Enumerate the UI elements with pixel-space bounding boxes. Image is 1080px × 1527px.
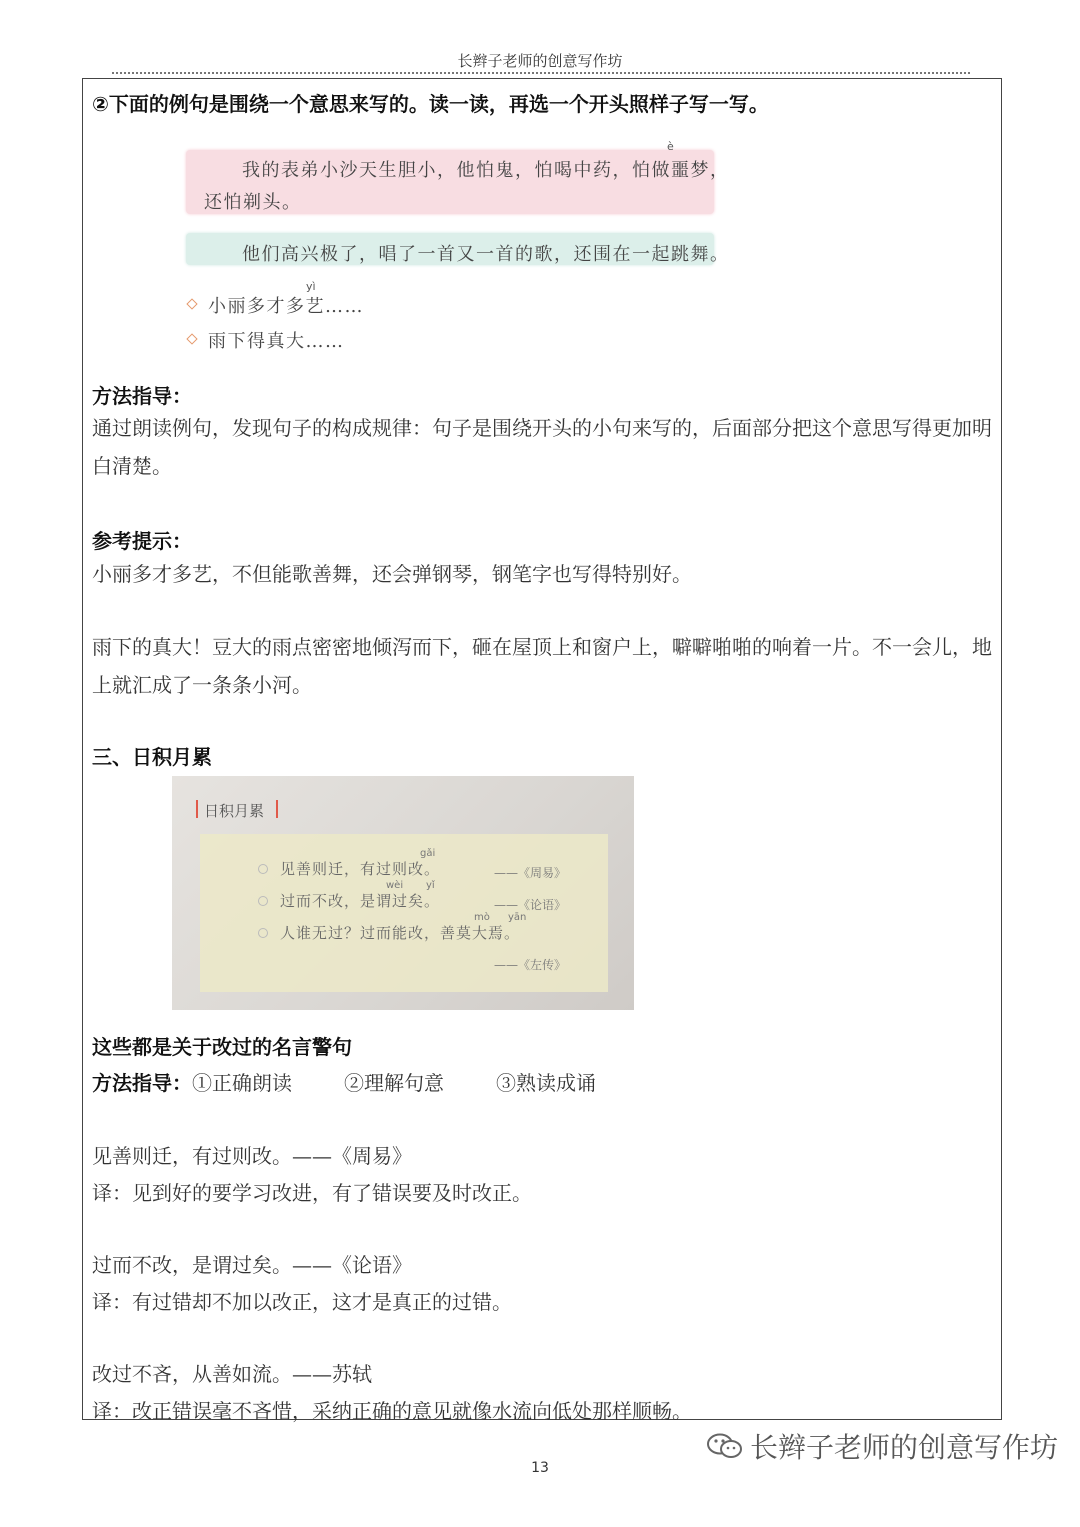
photo-line1: 见善则迁，有过则改。 <box>280 860 441 878</box>
photo-pinyin-yan: yān <box>508 912 527 923</box>
example1-line1: 我的表弟小沙天生胆小，他怕鬼，怕喝中药，怕做噩梦， <box>242 160 730 181</box>
textbook-example-image <box>180 140 740 360</box>
page-number: 13 <box>531 1460 549 1476</box>
watermark-label: 长辫子老师的创意写作坊 <box>750 1431 1059 1464</box>
photo-tag-bar-left <box>196 800 198 818</box>
prompt1-pinyin: yì <box>306 280 316 293</box>
method-step-3: ③熟读成诵 <box>496 1071 596 1095</box>
translation-2: 译：有过错却不加以改正，这才是真正的过错。 <box>92 1290 512 1314</box>
photo-pinyin-mo: mò <box>474 912 490 923</box>
method-text: 通过朗读例句，发现句子的构成规律：句子是围绕开头的小句来写的，后面部分把这个意思写得更加明白清楚。 <box>92 416 992 478</box>
translation-3: 译：改正错误毫不吝惜，采纳正确的意见就像水流向低处那样顺畅。 <box>92 1399 692 1423</box>
photo-pinyin-wei: wèi <box>386 880 404 891</box>
textbook-photo <box>172 776 634 1010</box>
photo-tag: 日积月累 <box>204 802 265 820</box>
photo-tag-bar-right <box>276 800 278 818</box>
prompt1-text: 小丽多才多艺…… <box>208 296 364 317</box>
method-step-1: ①正确朗读 <box>192 1071 292 1095</box>
section3-heading: 三、日积月累 <box>92 745 212 769</box>
watermark-text <box>706 1426 1058 1466</box>
photo-source1: ——《周易》 <box>494 866 567 880</box>
question-title: ②下面的例句是围绕一个意思来写的。读一读，再选一个开头照样子写一写。 <box>92 92 769 116</box>
section3-method-row <box>92 1067 596 1096</box>
method-heading: 方法指导： <box>92 384 192 408</box>
example1-line2: 还怕剃头。 <box>204 192 302 213</box>
photo-pinyin-yi: yǐ <box>426 880 435 891</box>
translation-1: 译：见到好的要学习改进，有了错误要及时改正。 <box>92 1181 532 1205</box>
photo-bullet-icon <box>258 864 268 874</box>
prompt-diamond-icon <box>186 298 197 309</box>
header-divider <box>112 72 970 74</box>
quote-1: 见善则迁，有过则改。——《周易》 <box>92 1144 412 1168</box>
reference-text2: 雨下的真大！豆大的雨点密密地倾泻而下，砸在屋顶上和窗户上，噼噼啪啪的响着一片。不一会儿，地上就汇成了一条条小河。 <box>92 635 992 697</box>
photo-line2: 过而不改，是谓过矣。 <box>280 892 441 910</box>
reference-heading: 参考提示： <box>92 529 192 553</box>
reference-text1: 小丽多才多艺，不但能歌善舞，还会弹钢琴，钢笔字也写得特别好。 <box>92 562 692 586</box>
quote-3: 改过不吝，从善如流。——苏轼 <box>92 1362 372 1386</box>
prompt-diamond-icon <box>186 333 197 344</box>
section3-method-label: 方法指导： <box>92 1071 192 1095</box>
section3-summary: 这些都是关于改过的名言警句 <box>92 1035 352 1059</box>
photo-source3: ——《左传》 <box>494 958 567 972</box>
photo-bullet-icon <box>258 896 268 906</box>
photo-bullet-icon <box>258 928 268 938</box>
example1-pinyin: è <box>667 140 674 153</box>
photo-pinyin-gai: gǎi <box>420 848 436 859</box>
prompt2-text: 雨下得真大…… <box>208 331 345 352</box>
photo-line3: 人谁无过？过而能改，善莫大焉。 <box>280 924 521 942</box>
example2-text: 他们高兴极了，唱了一首又一首的歌，还围在一起跳舞。 <box>242 244 730 265</box>
photo-source2: ——《论语》 <box>494 898 567 912</box>
page-header-title: 长辫子老师的创意写作坊 <box>457 52 623 70</box>
method-step-2: ②理解句意 <box>344 1071 444 1095</box>
quote-2: 过而不改，是谓过矣。——《论语》 <box>92 1253 412 1277</box>
